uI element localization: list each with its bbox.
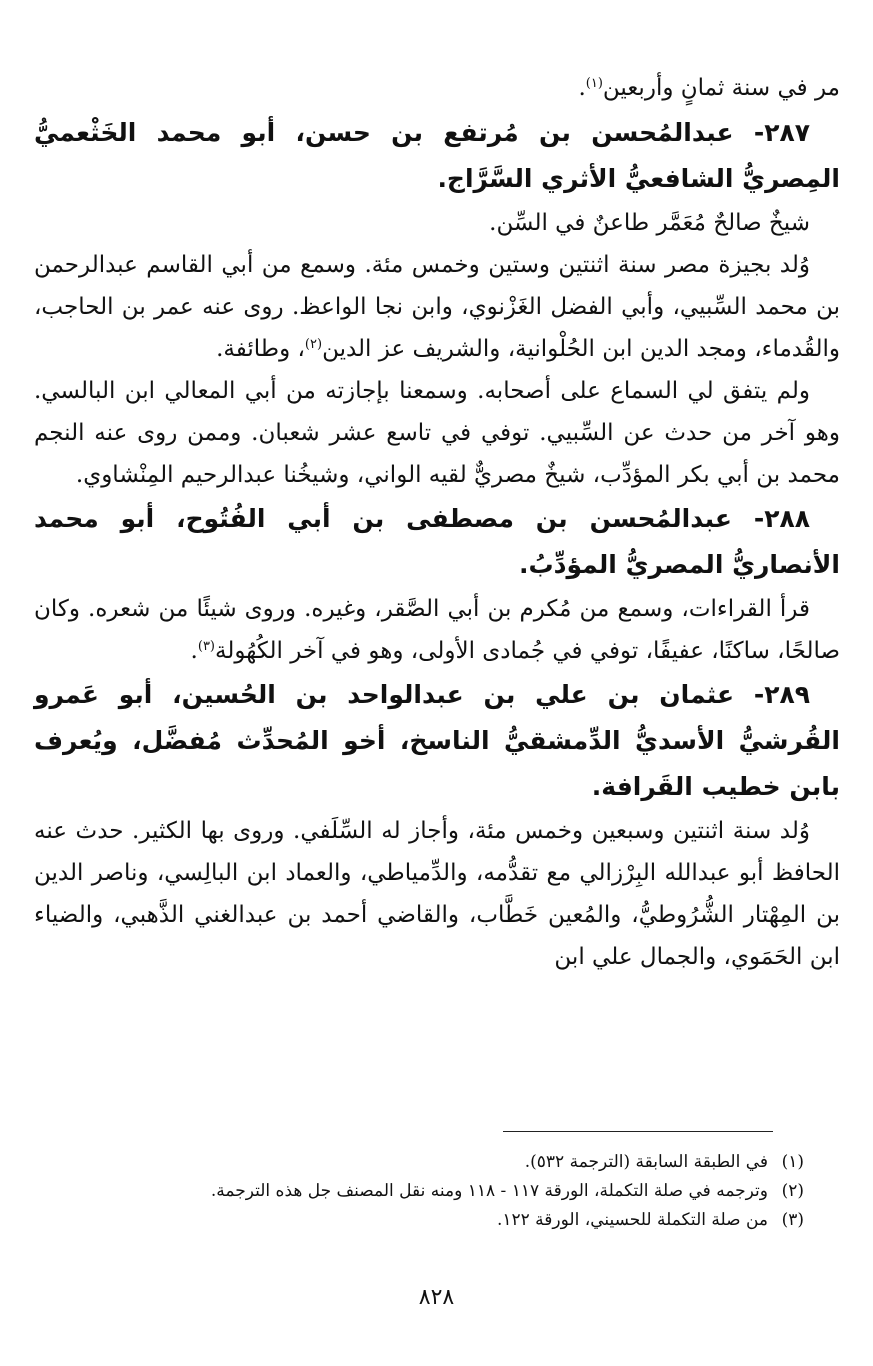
entry-288-paragraph-1-text: قرأ القراءات، وسمع من مُكرم بن أبي الصَّقر، وغيره. وروى شيئًا من شعره. وكان صالحًا، ساكنًا، عفيفًا، توفي في جُمادى الأولى، وهو في آخر الكُهُولة xyxy=(34,595,840,664)
intro-line xyxy=(34,68,840,110)
entry-289-paragraph-1: وُلد سنة اثنتين وسبعين وخمس مئة، وأجاز له السِّلَفي. وروى بها الكثير. حدث عنه الحافظ أبو عبدالله البِرْزالي مع تقدُّمه، والدِّمياطي، والعماد ابن البالِسي، وناصر الدين بن المِهْتار الشُّرُوطيُّ، والمُعين خَطَّاب، والقاضي أحمد بن عبدالغني الذَّهبي، والضياء ابن الحَمَوي، والجمال علي ابن xyxy=(34,817,840,970)
page-number: ٨٢٨ xyxy=(418,1285,455,1310)
entry-288-heading: ٢٨٨- عبدالمُحسن بن مصطفى بن أبي الفُتُوح، أبو محمد الأنصاريُّ المصريُّ المؤدِّبُ. xyxy=(34,503,840,579)
footnotes xyxy=(34,1148,804,1235)
footnote-2 xyxy=(34,1177,804,1206)
page-body xyxy=(34,68,840,978)
footnote-1 xyxy=(34,1148,804,1177)
entry-289-heading: ٢٨٩- عثمان بن علي بن عبدالواحد بن الحُسين، أبو عَمرو القُرشيُّ الأسديُّ الدِّمشقيُّ الناسخ، أخو المُحدِّث مُفضَّل، ويُعرف بابن خطيب القَرافة. xyxy=(34,679,840,801)
entry-287-paragraph-2-tail: ، وطائفة. xyxy=(216,335,305,362)
intro-text: مر في سنة ثمانٍ وأربعين xyxy=(602,75,840,101)
entry-287-heading: ٢٨٧- عبدالمُحسن بن مُرتفع بن حسن، أبو محمد الخَثْعميُّ المِصريُّ الشافعيُّ الأثري السَّرَّاج. xyxy=(34,117,840,193)
entry-288-paragraph-1 xyxy=(34,588,840,672)
entry-287-paragraph-2 xyxy=(34,244,840,370)
footnote-3 xyxy=(34,1206,804,1235)
entry-287-paragraph-3: ولم يتفق لي السماع على أصحابه. وسمعنا بإجازته من أبي المعالي ابن البالسي. وهو آخر من حدث عن السِّبيي. توفي في تاسع عشر شعبان. وممن روى عنه النجم محمد بن أبي بكر المؤدِّب، شيخٌ مصريٌّ لقيه الواني، وشيخُنا عبدالرحيم المِنْشاوي. xyxy=(34,377,840,488)
entry-288-paragraph-1-tail: . xyxy=(190,637,198,664)
footnote-text: في الطبقة السابقة (الترجمة ٥٣٢). xyxy=(524,1152,768,1172)
footnote-ref-1: (١) xyxy=(585,76,603,91)
footnote-number: (٣) xyxy=(781,1210,804,1230)
footnote-number: (٢) xyxy=(781,1181,804,1201)
footnote-ref-3: (٣) xyxy=(197,638,215,654)
footnote-text: من صلة التكملة للحسيني، الورقة ١٢٢. xyxy=(496,1210,768,1230)
intro-period: . xyxy=(578,75,586,101)
entry-287-paragraph-1: شيخٌ صالحٌ مُعَمَّر طاعنٌ في السِّن. xyxy=(489,209,810,236)
footnote-divider xyxy=(503,1131,773,1132)
footnote-number: (١) xyxy=(781,1152,804,1172)
entry-287-paragraph-2-text: وُلد بجيزة مصر سنة اثنتين وستين وخمس مئة. وسمع من أبي القاسم عبدالرحمن بن محمد السِّبيي، وأبي الفضل الغَزْنوي، وابن نجا الواعظ. روى عنه عمر بن الحاجب، والقُدماء، ومجد الدين ابن الحُلْوانية، والشريف عز الدين xyxy=(34,251,840,362)
footnote-text: وترجمه في صلة التكملة، الورقة ١١٧ - ١١٨ ومنه نقل المصنف جل هذه الترجمة. xyxy=(210,1181,768,1201)
footnote-ref-2: (٢) xyxy=(304,336,323,352)
